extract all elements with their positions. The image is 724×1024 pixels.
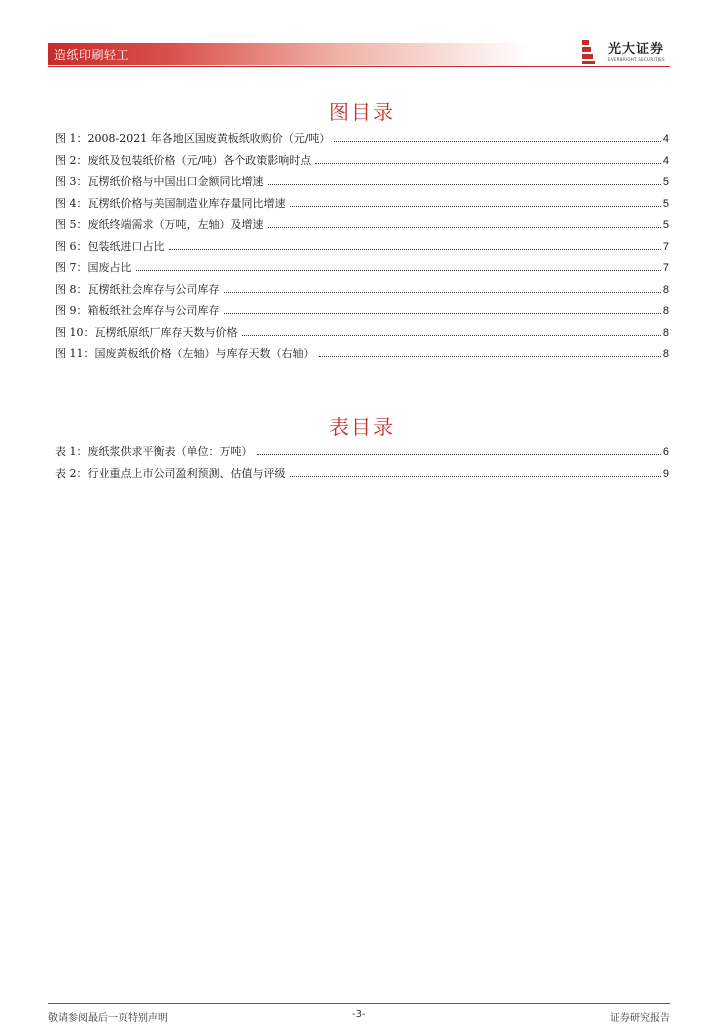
table-entry-page: 9 xyxy=(662,467,669,480)
figure-entry[interactable] xyxy=(55,152,669,174)
dot-leader xyxy=(169,249,661,250)
brand-subtitle: EVERBRIGHT SECURITIES xyxy=(608,57,665,62)
dot-leader xyxy=(136,270,661,271)
figure-entry-page: 4 xyxy=(662,154,669,167)
figure-entry[interactable] xyxy=(55,259,669,281)
table-entry-label: 表 2：行业重点上市公司盈利预测、估值与评级 xyxy=(55,466,286,480)
figure-entry-page: 5 xyxy=(662,197,669,210)
header-divider xyxy=(48,66,670,67)
dot-leader xyxy=(242,335,661,336)
figure-entry-page: 4 xyxy=(662,133,669,145)
dot-leader xyxy=(290,476,661,477)
figure-entry-page: 7 xyxy=(662,240,669,253)
figure-entry-page: 5 xyxy=(662,176,669,188)
figure-entry-label: 图 5：废纸终端需求（万吨，左轴）及增速 xyxy=(55,218,264,231)
figure-entry-page: 5 xyxy=(662,219,669,231)
dot-leader xyxy=(224,292,661,293)
table-entry-page: 6 xyxy=(662,446,669,458)
figure-entry-label: 图 4：瓦楞纸价格与美国制造业库存量同比增速 xyxy=(55,196,286,210)
page-number: -3- xyxy=(352,1009,366,1020)
footer-report-type: 证券研究报告 xyxy=(610,1013,670,1024)
figure-entry-page: 8 xyxy=(662,305,669,317)
footer-disclaimer: 敬请参阅最后一页特别声明 xyxy=(48,1013,168,1024)
dot-leader xyxy=(290,206,661,207)
table-entry-label: 表 1：废纸浆供求平衡表（单位：万吨） xyxy=(55,445,253,458)
figure-entry-label: 图 6：包装纸进口占比 xyxy=(55,239,165,253)
figure-entry-label: 图 11：国废黄板纸价格（左轴）与库存天数（右轴） xyxy=(55,347,315,360)
dot-leader xyxy=(268,184,661,185)
table-entry[interactable] xyxy=(55,465,669,487)
figure-entry-label: 图 7：国废占比 xyxy=(55,261,132,274)
table-list-title: 表目录 xyxy=(329,415,395,439)
figure-entry[interactable] xyxy=(55,216,669,238)
dot-leader xyxy=(257,454,661,455)
dot-leader xyxy=(268,227,661,228)
figure-entry[interactable] xyxy=(55,345,669,367)
table-list xyxy=(55,443,669,486)
table-entry[interactable] xyxy=(55,443,669,465)
figure-entry[interactable] xyxy=(55,238,669,260)
figure-entry-label: 图 9：箱板纸社会库存与公司库存 xyxy=(55,304,220,317)
dot-leader xyxy=(224,313,661,314)
figure-entry[interactable] xyxy=(55,173,669,195)
figure-entry-page: 8 xyxy=(662,348,669,360)
footer-divider xyxy=(48,1003,670,1004)
brand-name: 光大证券 xyxy=(608,42,665,57)
figure-entry-label: 图 2：废纸及包装纸价格（元/吨）各个政策影响时点 xyxy=(55,153,312,167)
figure-entry-page: 7 xyxy=(662,262,669,274)
dot-leader xyxy=(334,141,660,142)
figure-entry[interactable] xyxy=(55,195,669,217)
figure-entry[interactable] xyxy=(55,324,669,346)
figure-entry-page: 8 xyxy=(662,326,669,339)
dot-leader xyxy=(315,163,661,164)
figure-entry-label: 图 8：瓦楞纸社会库存与公司库存 xyxy=(55,282,220,296)
figure-entry[interactable] xyxy=(55,130,669,152)
figure-list xyxy=(55,130,669,367)
figure-entry-label: 图 1：2008-2021 年各地区国废黄板纸收购价（元/吨） xyxy=(55,132,331,145)
figure-entry-label: 图 3：瓦楞纸价格与中国出口金额同比增速 xyxy=(55,175,264,188)
figure-entry-label: 图 10：瓦楞纸原纸厂库存天数与价格 xyxy=(55,325,238,339)
dot-leader xyxy=(319,356,661,357)
section-label: 造纸印刷轻工 xyxy=(54,48,130,62)
figure-entry[interactable] xyxy=(55,302,669,324)
figure-list-title: 图目录 xyxy=(329,100,395,124)
figure-entry-page: 8 xyxy=(662,283,669,296)
figure-entry[interactable] xyxy=(55,281,669,303)
